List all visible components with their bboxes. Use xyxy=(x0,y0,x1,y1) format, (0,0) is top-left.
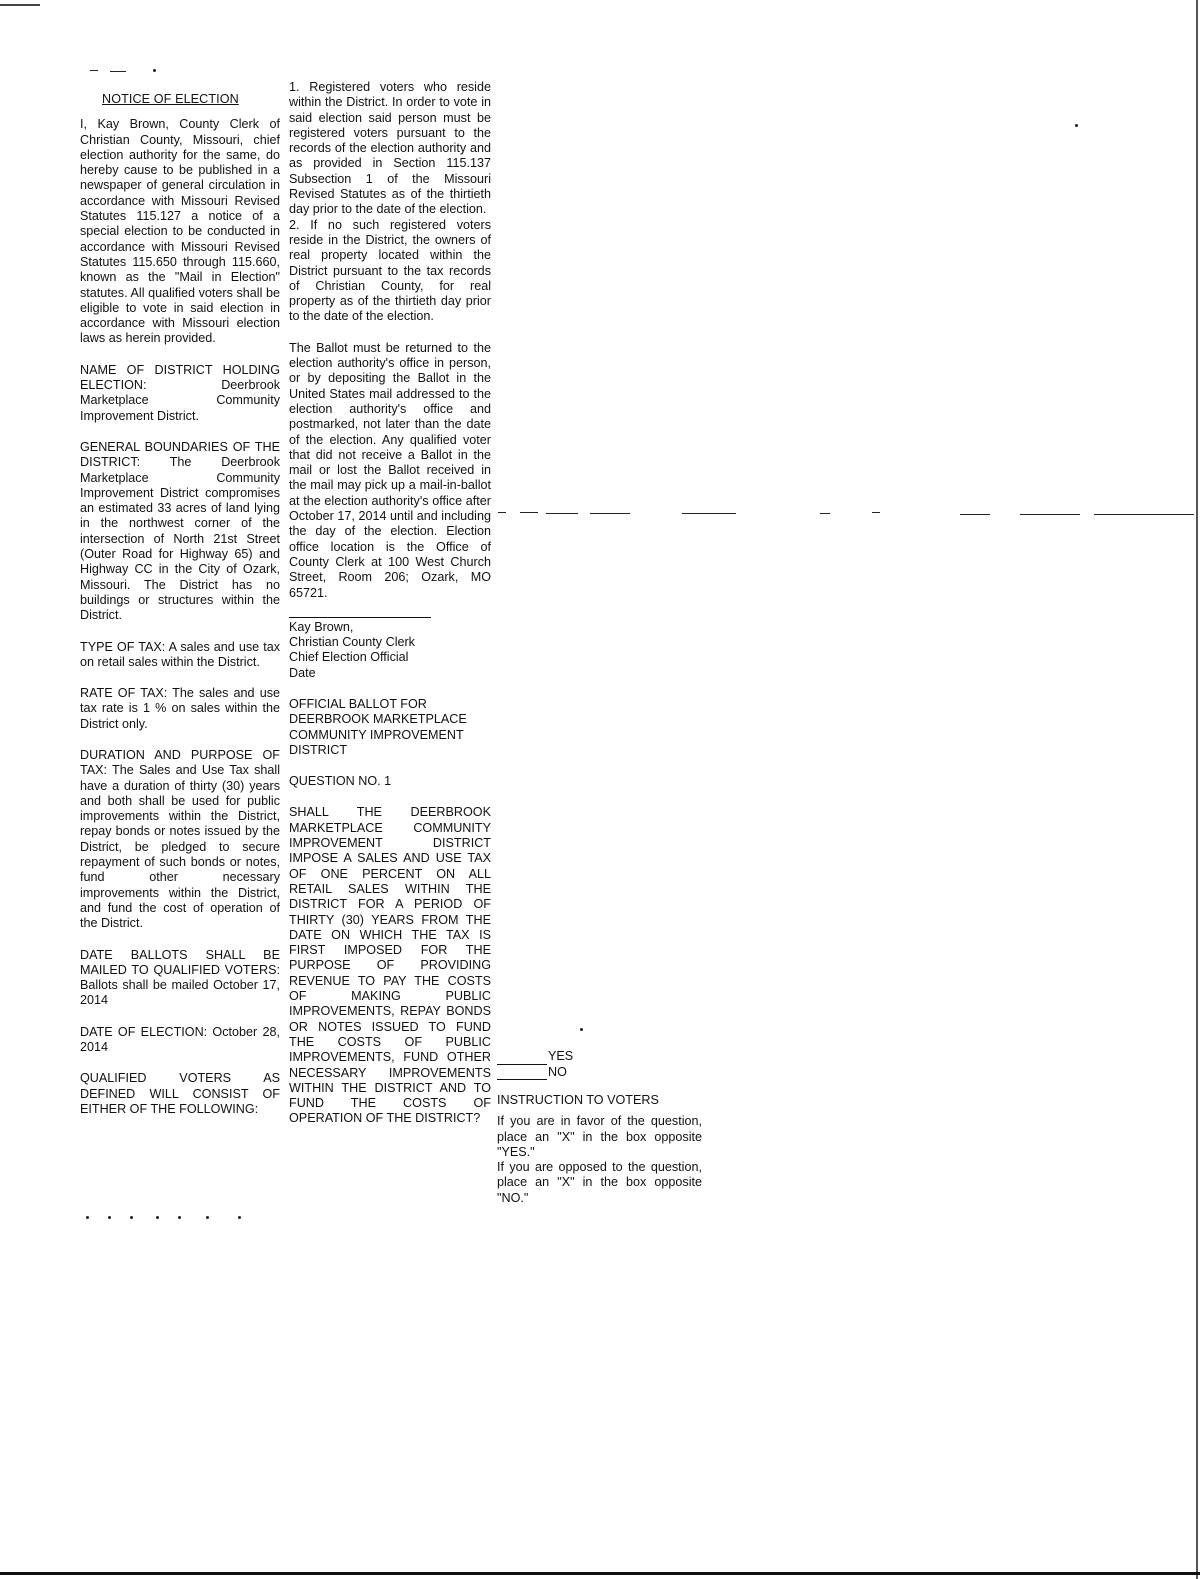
signer-name: Kay Brown, xyxy=(289,619,354,634)
tax-type-section: TYPE OF TAX: A sales and use tax on retail sales within the District. xyxy=(80,639,280,669)
qualified-voters-item-2: 2. If no such registered voters reside in the District, the owners of real property located within the District pursuant to the tax records of Christian County, for real property as of the thirtieth day prior to the date of the election. xyxy=(289,217,491,324)
signature-line xyxy=(289,617,431,618)
scan-edge-right xyxy=(1196,0,1198,1579)
scan-edge-top xyxy=(0,4,40,6)
signer-title-1: Christian County Clerk xyxy=(289,635,415,650)
scan-artifact xyxy=(90,70,98,71)
yes-choice[interactable] xyxy=(497,1049,573,1065)
return-instructions: The Ballot must be returned to the election authority's office in person, or by depositing the Ballot in the United States mail addressed to the election authority's office and postmarked, not later than the date of the election. Any qualified voter that did not receive a Ballot in the mail or lost the Ballot received in the mail may pick up a mail-in-ballot at the election authority's office after October 17, 2014 until and including the day of the election. Election office location is the Office of County Clerk at 100 West Church Street, Room 206; Ozark, MO 65721. xyxy=(289,340,491,600)
scan-artifact xyxy=(1075,124,1078,127)
yes-label: YES xyxy=(548,1049,574,1063)
notice-heading: NOTICE OF ELECTION xyxy=(102,92,239,106)
ballot-title: OFFICIAL BALLOT FOR DEERBROOK MARKETPLACE COMMUNITY IMPROVEMENT DISTRICT xyxy=(289,696,467,757)
mail-date-section: DATE BALLOTS SHALL BE MAILED TO QUALIFIED VOTERS: Ballots shall be mailed October 17, 2014 xyxy=(80,947,280,1008)
scan-edge-bottom xyxy=(0,1572,1200,1575)
no-blank[interactable] xyxy=(497,1067,547,1080)
signer-title-2: Chief Election Official xyxy=(289,650,409,665)
ballot-choices xyxy=(497,1049,573,1080)
signature-block xyxy=(289,617,491,681)
instructions-favor: If you are in favor of the question, place an "X" in the box opposite "YES." xyxy=(497,1114,702,1159)
scan-artifact xyxy=(153,69,156,72)
scan-artifact xyxy=(110,71,126,72)
notice-column-1 xyxy=(80,92,280,1133)
ballot-question-text: SHALL THE DEERBROOK MARKETPLACE COMMUNITY IMPROVEMENT DISTRICT IMPOSE A SALES AND USE TAX OF ONE PERCENT ON ALL RETAIL SALES WITHIN THE DISTRICT FOR A PERIOD OF THIRTY (30) YEARS FROM THE DATE ON WHICH THE TAX IS FIRST IMPOSED FOR THE PURPOSE OF PROVIDING REVENUE TO PAY THE COSTS OF MAKING PUBLIC IMPROVEMENTS, REPAY BONDS OR NOTES ISSUED TO FUND THE COSTS OF PUBLIC IMPROVEMENTS, FUND OTHER NECESSARY IMPROVEMENTS WITHIN THE DISTRICT AND TO FUND THE COSTS OF OPERATION OF THE DISTRICT? xyxy=(289,805,491,1126)
boundaries-section: GENERAL BOUNDARIES OF THE DISTRICT: The Deerbrook Marketplace Community Improvement District compromises an estimated 33 acres of land lying in the northwest corner of the intersection of North 21st Street (Outer Road for Highway 65) and Highway CC in the City of Ozark, Missouri. The District has no buildings or structures within the District. xyxy=(80,439,280,623)
duration-section: DURATION AND PURPOSE OF TAX: The Sales and Use Tax shall have a duration of thirty (30) years and both shall be used for public improvements within the District, repay bonds or notes issued by the District, be pledged to secure repayment of such bonds or notes, fund other necessary improvements within the District, and fund the cost of operation of the District. xyxy=(80,747,280,931)
scan-artifact xyxy=(580,1028,583,1031)
notice-intro: I, Kay Brown, County Clerk of Christian County, Missouri, chief election authority for the same, do hereby cause to be published in a newspaper of general circulation in accordance with Missouri Revised Statutes 115.127 a notice of a special election to be conducted in accordance with Missouri Revised Statutes 115.650 through 115.660, known as the "Mail in Election" statutes. All qualified voters shall be eligible to vote in said election in accordance with Missouri election laws as herein provided. xyxy=(80,117,280,346)
instructions-opposed: If you are opposed to the question, place an "X" in the box opposite "NO." xyxy=(497,1160,702,1205)
instructions-title: INSTRUCTION TO VOTERS xyxy=(497,1093,659,1107)
no-label: NO xyxy=(548,1064,567,1079)
qualified-voters-section: QUALIFIED VOTERS AS DEFINED WILL CONSIST OF EITHER OF THE FOLLOWING: xyxy=(80,1071,280,1116)
yes-blank[interactable] xyxy=(497,1052,547,1065)
election-date-section: DATE OF ELECTION: October 28, 2014 xyxy=(80,1024,280,1055)
question-label: QUESTION NO. 1 xyxy=(289,774,392,789)
instructions-column xyxy=(497,1093,702,1222)
no-choice[interactable] xyxy=(497,1065,573,1081)
notice-column-2 xyxy=(289,80,491,1143)
district-name-section: NAME OF DISTRICT HOLDING ELECTION: Deerbrook Marketplace Community Improvement District. xyxy=(80,362,280,423)
qualified-voters-item-1: 1. Registered voters who reside within the District. In order to vote in said election said person must be registered voters pursuant to the records of the election authority and as provided in Section 115.137 Subsection 1 of the Missouri Revised Statutes as of the thirtieth day prior to the date of the election. xyxy=(289,80,491,217)
signature-date-label: Date xyxy=(289,665,316,680)
tax-rate-section: RATE OF TAX: The sales and use tax rate is 1 % on sales within the District only. xyxy=(80,686,280,731)
